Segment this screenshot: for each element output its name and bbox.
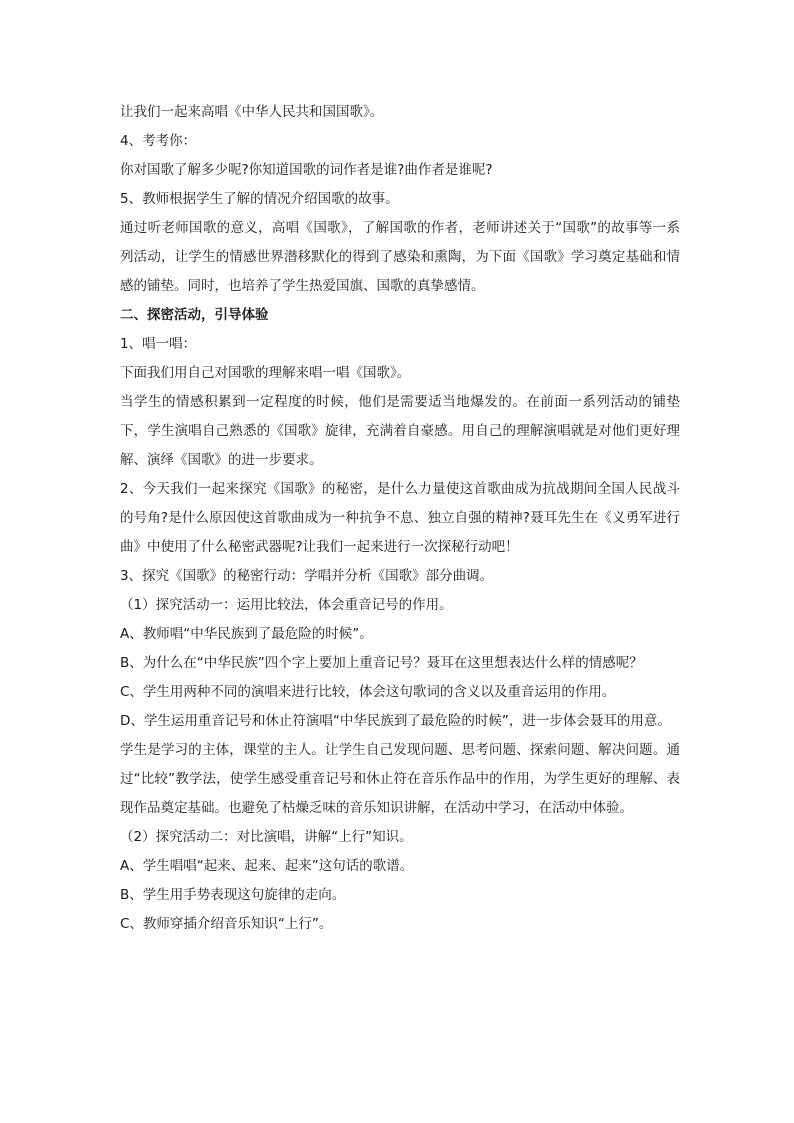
activity-1-title: （1）探究活动一：运用比较法，体会重音记号的作用。 [120, 597, 453, 613]
activity-1-step-b: B、为什么在“中华民族”四个字上要加上重音记号？聂耳在这里想表达什么样的情感呢？ [120, 655, 643, 671]
paragraph-design-note-2: 当学生的情感积累到一定程度的时候，他们是需要适当地爆发的。在前面一系列活动的铺垫下，学生演唱自己熟悉的《国歌》旋律，充满着自豪感。用自己的理解演唱就是对他们更好理解、演绎《国歌》的进一步要求。 [120, 394, 680, 468]
activity-1-step-a: A、教师唱“中华民族到了最危险的时候”。 [120, 626, 373, 642]
activity-2-step-b: B、学生用手势表现这句旋律的走向。 [120, 887, 346, 903]
document-body [120, 98, 680, 939]
paragraph-design-note-1: 通过听老师国歌的意义，高唱《国歌》，了解国歌的作者，老师讲述关于“国歌”的故事等一系列活动，让学生的情感世界潜移默化的得到了感染和熏陶，为下面《国歌》学习奠定基础和情感的铺垫。同时，也培养了学生热爱国旗、国歌的真挚感情。 [120, 220, 680, 294]
section-item-4-quiz: 4、考考你： [120, 133, 197, 149]
activity-2-step-c: C、教师穿插介绍音乐知识“上行”。 [120, 916, 333, 932]
paragraph-quiz-question: 你对国歌了解多少呢?你知道国歌的词作者是谁?曲作者是谁呢? [120, 162, 493, 178]
activity-1-step-d: D、学生运用重音记号和休止符演唱“中华民族到了最危险的时候”，进一步体会聂耳的用意。 [120, 713, 671, 729]
section-item-5-teacher-story: 5、教师根据学生了解的情况介绍国歌的故事。 [120, 191, 399, 207]
section-item-1-sing: 1、唱一唱： [120, 336, 197, 352]
section-item-2-secret: 2、今天我们一起来探究《国歌》的秘密，是什么力量使这首歌曲成为抗战期间全国人民战斗的号角?是什么原因使这首歌曲成为一种抗争不息、独立自强的精神?聂耳先生在《义勇军进行曲》中使用了什么秘密武器呢?让我们一起来进行一次探秘行动吧！ [120, 481, 680, 555]
section-heading-explore: 二、探密活动，引导体验 [120, 307, 269, 323]
section-item-3-secret-action: 3、探究《国歌》的秘密行动：学唱并分析《国歌》部分曲调。 [120, 568, 494, 584]
paragraph-design-note-3: 学生是学习的主体，课堂的主人。让学生自己发现问题、思考问题、探索问题、解决问题。通过“比较”教学法，使学生感受重音记号和休止符在音乐作品中的作用，为学生更好的理解、表现作品奠定基础。也避免了枯燥乏味的音乐知识讲解，在活动中学习，在活动中体验。 [120, 742, 680, 816]
activity-1-step-c: C、学生用两种不同的演唱来进行比较，体会这句歌词的含义以及重音运用的作用。 [120, 684, 616, 700]
activity-2-step-a: A、学生唱唱“起来、起来、起来”这句话的歌谱。 [120, 858, 414, 874]
paragraph-sing-instruction: 下面我们用自己对国歌的理解来唱一唱《国歌》。 [120, 365, 411, 381]
paragraph-sing-anthem: 让我们一起来高唱《中华人民共和国国歌》。 [120, 104, 384, 120]
activity-2-title: （2）探究活动二：对比演唱，讲解“上行”知识。 [120, 829, 413, 845]
